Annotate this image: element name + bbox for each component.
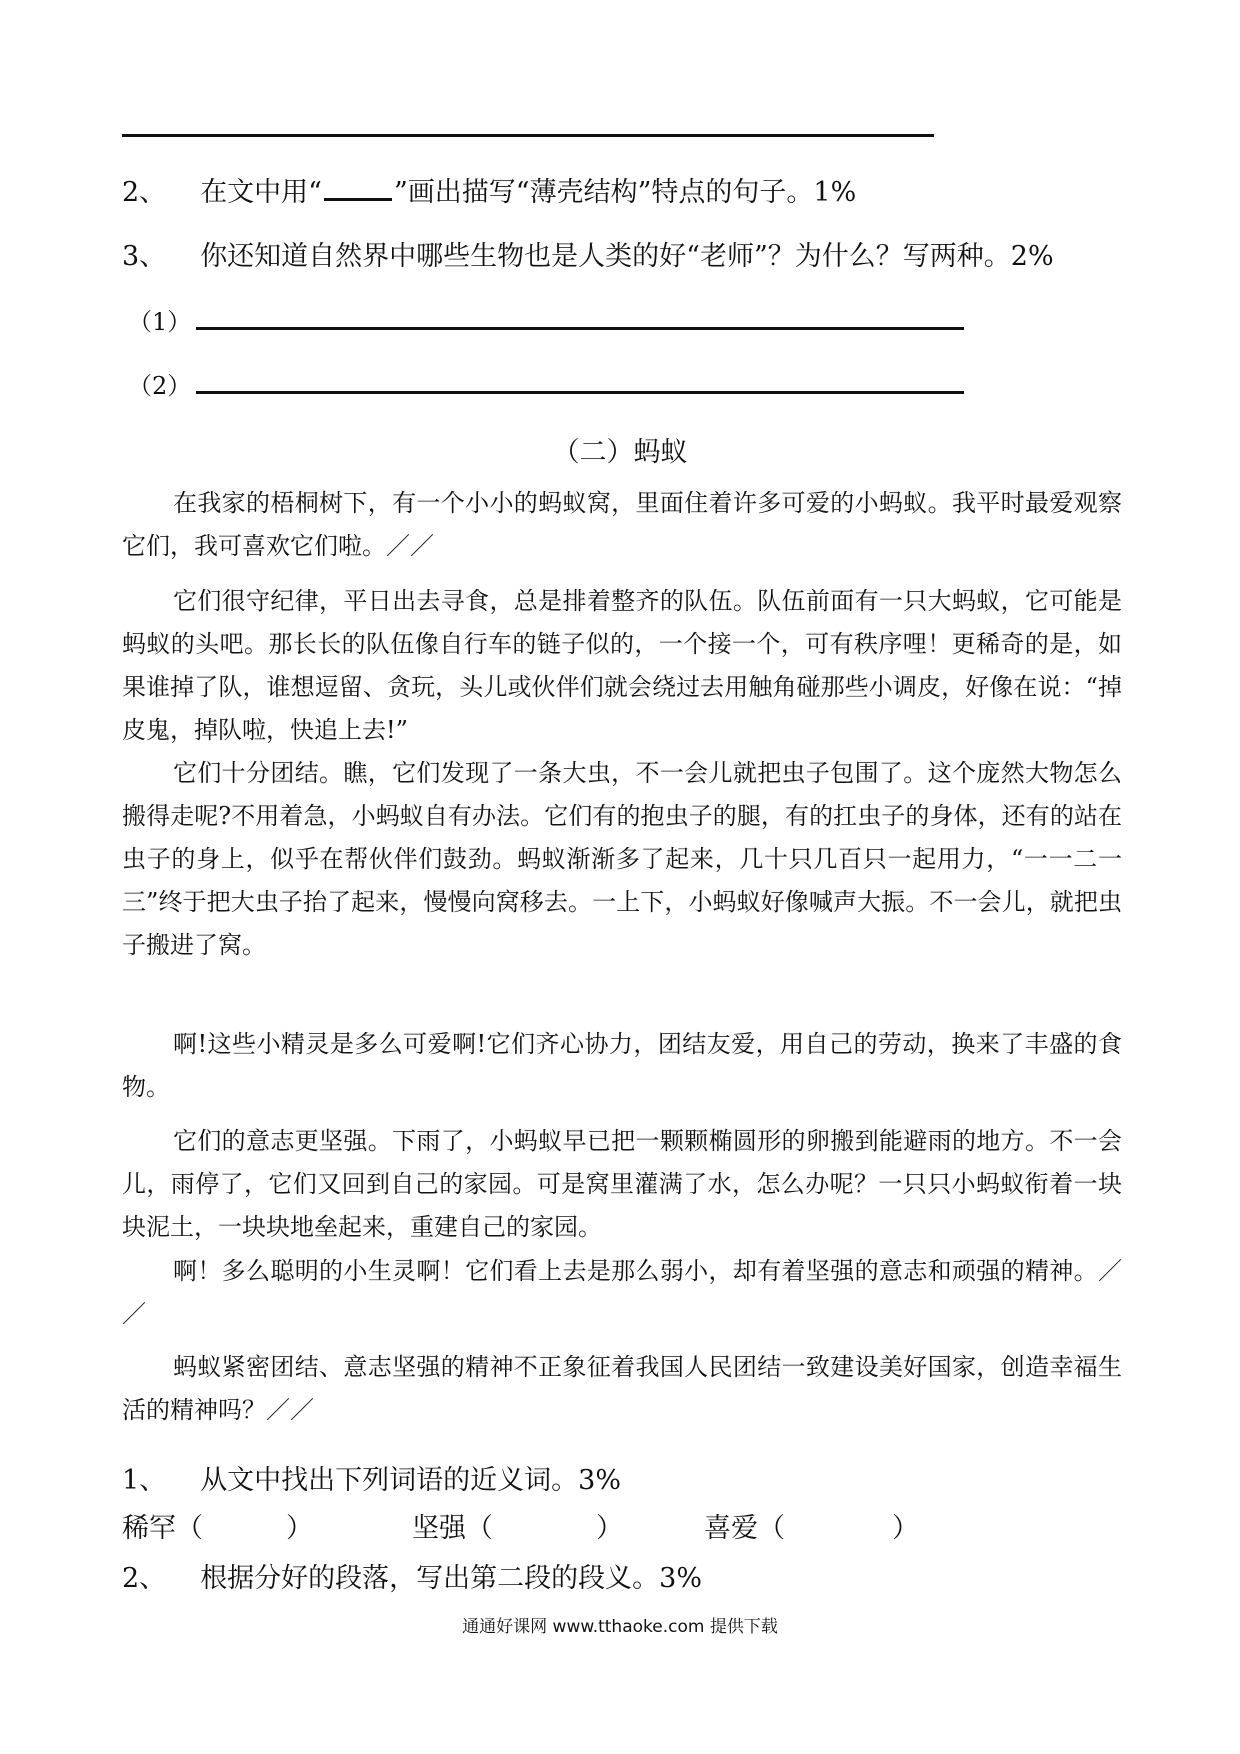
question-synonyms-number: 1、 — [122, 1465, 167, 1496]
question-3 — [122, 234, 1054, 273]
underline-sample — [324, 176, 392, 201]
answer-label-2: （2） — [128, 372, 192, 400]
question-synonyms-text: 从文中找出下列词语的近义词。3% — [200, 1465, 622, 1496]
question-3-text: 你还知道自然界中哪些生物也是人类的好“老师”？为什么？写两种。2% — [200, 241, 1054, 272]
passage-paragraph-7: 蚂蚁紧密团结、意志坚强的精神不正象征着我国人民团结一致建设美好国家，创造幸福生活的精神吗？／／ — [122, 1353, 1122, 1424]
synonym-word-3: 喜爱（ — [704, 1513, 785, 1544]
passage-paragraph-1: 在我家的梧桐树下，有一个小小的蚂蚁窝，里面住着许多可爱的小蚂蚁。我平时最爱观察它们，我可喜欢它们啦。／／ — [122, 489, 1122, 560]
synonym-close-2: ） — [596, 1513, 623, 1544]
answer-line-2[interactable] — [196, 391, 964, 394]
question-synonyms — [122, 1458, 621, 1497]
synonym-word-2: 坚强（ — [412, 1513, 493, 1544]
question-2-text-after: ”画出描写“薄壳结构”特点的句子。1% — [394, 177, 857, 208]
question-paragraph-meaning — [122, 1556, 702, 1595]
passage-title: （二）蚂蚁 — [552, 437, 688, 468]
synonym-close-1: ） — [286, 1513, 313, 1544]
question-3-number: 3、 — [122, 241, 167, 272]
question-2 — [122, 170, 856, 209]
passage-paragraph-2: 它们很守纪律，平日出去寻食，总是排着整齐的队伍。队伍前面有一只大蚂蚁，它可能是蚂蚁的头吧。那长长的队伍像自行车的链子似的，一个接一个，可有秩序哩！更稀奇的是，如果谁掉了队，谁想逗留、贪玩，头儿或伙伴们就会绕过去用触角碰那些小调皮，好像在说：“掉皮鬼，掉队啦，快追上去!” — [122, 587, 1122, 744]
question-2-text-before: 在文中用“ — [200, 177, 322, 208]
question-paragraph-meaning-number: 2、 — [122, 1563, 167, 1594]
passage-paragraph-5: 它们的意志更坚强。下雨了，小蚂蚁早已把一颗颗椭圆形的卵搬到能避雨的地方。不一会儿，雨停了，它们又回到自己的家园。可是窝里灌满了水，怎么办呢？一只只小蚂蚁衔着一块块泥土，一块块地垒起来，重建自己的家园。 — [122, 1127, 1122, 1241]
synonym-close-3: ） — [892, 1513, 919, 1544]
passage-paragraph-4: 啊!这些小精灵是多么可爱啊!它们齐心协力，团结友爱，用自己的劳动，换来了丰盛的食物。 — [122, 1030, 1122, 1101]
synonym-word-1: 稀罕（ — [122, 1513, 203, 1544]
answer-line-1[interactable] — [196, 327, 964, 330]
passage-paragraph-3: 它们十分团结。瞧，它们发现了一条大虫，不一会儿就把虫子包围了。这个庞然大物怎么搬得走呢?不用着急，小蚂蚁自有办法。它们有的抱虫子的腿，有的扛虫子的身体，还有的站在虫子的身上，似乎在帮伙伴们鼓劲。蚂蚁渐渐多了起来，几十只几百只一起用力，“一一二一三”终于把大虫子抬了起来，慢慢向窝移去。一上下，小蚂蚁好像喊声大振。不一会儿，就把虫子搬进了窝。 — [122, 759, 1122, 959]
passage-paragraph-6: 啊！多么聪明的小生灵啊！它们看上去是那么弱小，却有着坚强的意志和顽强的精神。／／ — [122, 1257, 1122, 1328]
answer-label-1: （1） — [128, 308, 192, 336]
question-paragraph-meaning-text: 根据分好的段落，写出第二段的段义。3% — [200, 1563, 703, 1594]
footer-source: 通通好课网 www.tthaoke.com 提供下载 — [462, 1617, 778, 1637]
answer-line-top — [122, 134, 934, 137]
question-2-number: 2、 — [122, 177, 167, 208]
